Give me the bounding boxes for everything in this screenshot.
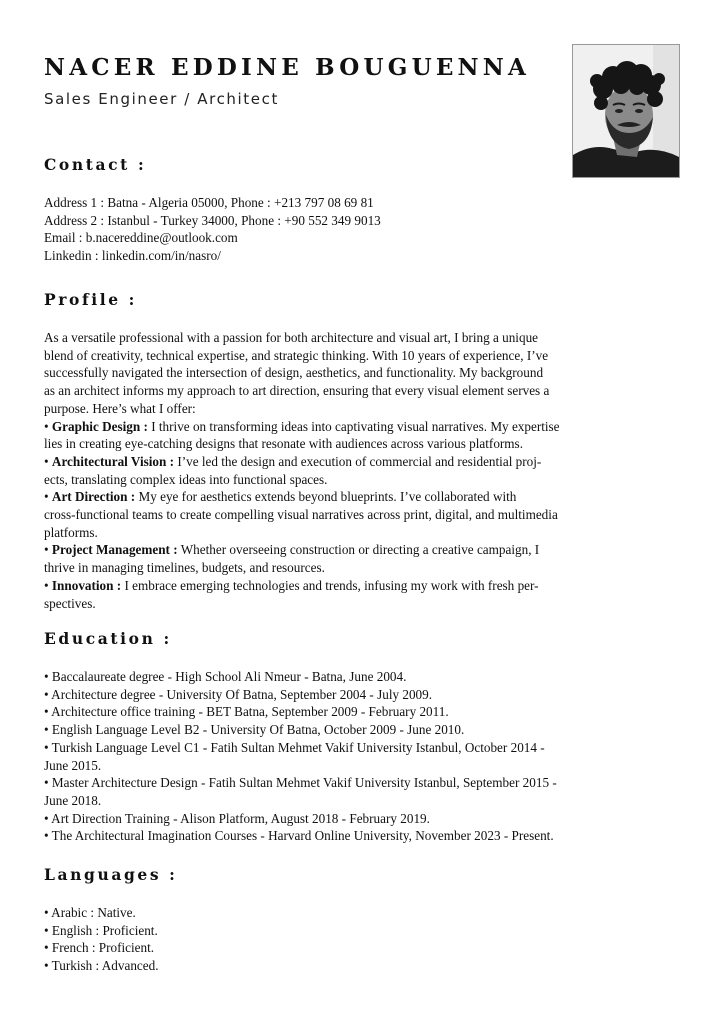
profile-item-label: Graphic Design : xyxy=(51,418,148,434)
profile-item-art-direction xyxy=(44,488,684,506)
languages-section xyxy=(44,904,684,975)
profile-item-text: Whether overseeing construction or directing a creative campaign, I xyxy=(177,542,540,558)
profile-heading: Profile : xyxy=(44,290,137,309)
profile-item-text: spectives. xyxy=(44,595,96,611)
education-item: • Architecture office training - BET Batna, September 2009 - February 2011. xyxy=(44,704,449,720)
candidate-name: NACER EDDINE BOUGUENNA xyxy=(44,54,531,81)
language-item: • English : Proficient. xyxy=(44,922,158,938)
contact-section xyxy=(44,194,684,265)
education-item: • Baccalaureate degree - High School Ali Nmeur - Batna, June 2004. xyxy=(44,669,407,684)
profile-item-text: I thrive on transforming ideas into captivating visual narratives. My expertise xyxy=(147,418,560,434)
profile-item-text: My eye for aesthetics extends beyond blueprints. I’ve collaborated with xyxy=(135,489,517,505)
education-item-continued: June 2018. xyxy=(44,792,102,808)
bullet-marker: • xyxy=(44,577,52,593)
profile-intro-line: as an architect informs my approach to art direction, ensuring that every visual element serves a xyxy=(44,383,550,399)
profile-intro-line: blend of creativity, technical expertise, and strategic thinking. With 10 years of experience, I’ve xyxy=(44,347,549,363)
profile-item-text: ects, translating complex ideas into functional spaces. xyxy=(44,471,328,487)
education-item: • Turkish Language Level C1 - Fatih Sultan Mehmet Vakif University Istanbul, October 2014 - xyxy=(44,739,545,755)
education-item: • Art Direction Training - Alison Platform, August 2018 - February 2019. xyxy=(44,810,430,826)
contact-linkedin: Linkedin : linkedin.com/in/nasro/ xyxy=(44,248,221,264)
languages-heading: Languages : xyxy=(44,865,178,884)
profile-item-text: lies in creating eye-catching designs that resonate with audiences across various platforms. xyxy=(44,436,523,452)
education-item: • The Architectural Imagination Courses - Harvard Online University, November 2023 - Present. xyxy=(44,828,554,844)
profile-item-text: I embrace emerging technologies and trends, infusing my work with fresh per- xyxy=(121,577,539,593)
profile-intro-line: successfully navigated the intersection of design, aesthetics, and functionality. My background xyxy=(44,365,544,381)
language-item: • French : Proficient. xyxy=(44,940,155,956)
contact-heading: Contact : xyxy=(44,155,147,174)
bullet-marker: • xyxy=(44,489,52,505)
profile-item-text: I’ve led the design and execution of commercial and residential proj- xyxy=(174,453,542,469)
education-section xyxy=(44,668,684,845)
education-item: • Master Architecture Design - Fatih Sultan Mehmet Vakif University Istanbul, September 2015 - xyxy=(44,775,557,791)
education-heading: Education : xyxy=(44,629,172,648)
portrait-image xyxy=(573,45,679,177)
profile-item-text: platforms. xyxy=(44,524,98,540)
profile-section xyxy=(44,329,684,612)
education-item: • English Language Level B2 - University Of Batna, October 2009 - June 2010. xyxy=(44,722,465,738)
job-title: Sales Engineer / Architect xyxy=(44,90,279,108)
profile-intro-line: purpose. Here’s what I offer: xyxy=(44,400,196,416)
profile-item-architectural-vision xyxy=(44,453,684,471)
profile-intro-line: As a versatile professional with a passion for both architecture and visual art, I bring a unique xyxy=(44,330,539,345)
profile-item-label: Project Management : xyxy=(51,542,178,558)
education-item: • Architecture degree - University Of Batna, September 2004 - July 2009. xyxy=(44,686,433,702)
bullet-marker: • xyxy=(44,542,52,558)
profile-item-graphic-design xyxy=(44,418,684,436)
profile-item-label: Architectural Vision : xyxy=(51,453,175,469)
profile-item-text: thrive in managing timelines, budgets, and resources. xyxy=(44,560,325,576)
profile-item-label: Innovation : xyxy=(51,577,122,593)
bullet-marker: • xyxy=(44,418,52,434)
education-item-continued: June 2015. xyxy=(44,757,102,773)
bullet-marker: • xyxy=(44,453,52,469)
contact-address-1: Address 1 : Batna - Algeria 05000, Phone : +213 797 08 69 81 xyxy=(44,195,374,210)
profile-photo xyxy=(572,44,680,178)
language-item: • Turkish : Advanced. xyxy=(44,958,159,974)
language-item: • Arabic : Native. xyxy=(44,905,136,920)
profile-item-label: Art Direction : xyxy=(51,489,136,505)
profile-item-text: cross-functional teams to create compelling visual narratives across print, digital, and multimedia xyxy=(44,507,558,523)
contact-email: Email : b.nacereddine@outlook.com xyxy=(44,230,238,246)
profile-item-innovation xyxy=(44,577,684,595)
contact-address-2: Address 2 : Istanbul - Turkey 34000, Phone : +90 552 349 9013 xyxy=(44,212,381,228)
profile-item-project-management xyxy=(44,541,684,559)
